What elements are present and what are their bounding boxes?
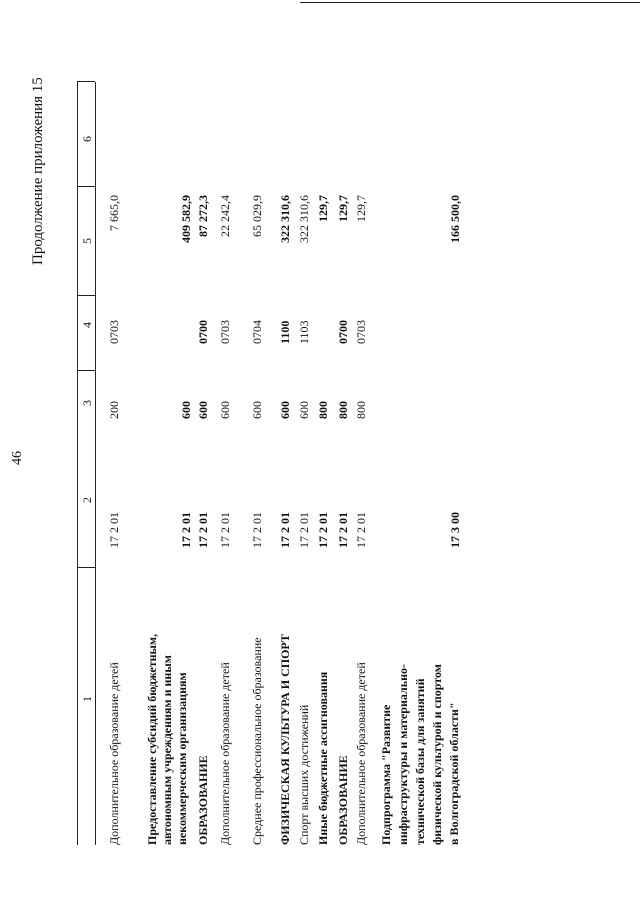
row-kvr: 800 bbox=[336, 401, 350, 419]
row-amount: 129,7 bbox=[336, 195, 350, 222]
row-amount: 22 242,4 bbox=[218, 195, 232, 237]
row-kvr: 600 bbox=[250, 401, 264, 419]
col-divider-3 bbox=[77, 295, 95, 296]
header-col-4: 4 bbox=[80, 322, 94, 328]
header-col-3: 3 bbox=[80, 400, 94, 406]
page-number: 46 bbox=[10, 451, 25, 465]
col-divider-4 bbox=[77, 186, 95, 187]
row-kvr: 600 bbox=[179, 401, 193, 419]
row-section: 1100 bbox=[278, 320, 292, 344]
row-code: 17 2 01 bbox=[336, 512, 350, 548]
row-kvr: 600 bbox=[218, 401, 232, 419]
row-kvr: 200 bbox=[107, 401, 121, 419]
row-code: 17 2 01 bbox=[250, 512, 264, 548]
row-code: 17 2 01 bbox=[297, 512, 311, 548]
row-code: 17 2 01 bbox=[196, 512, 210, 548]
row-amount: 7 665,0 bbox=[107, 195, 121, 231]
row-name: ОБРАЗОВАНИЕ bbox=[336, 755, 350, 845]
row-name-multiline bbox=[378, 664, 463, 845]
row-kvr: 800 bbox=[316, 401, 330, 419]
row-name-line: технической базы для занятий bbox=[413, 678, 427, 845]
row-amount: 322 310,6 bbox=[278, 195, 292, 243]
row-section: 0700 bbox=[196, 320, 210, 344]
row-name-line: некоммерческим организациям bbox=[175, 672, 189, 845]
row-code: 17 2 01 bbox=[278, 512, 292, 548]
row-code: 17 2 01 bbox=[179, 512, 193, 548]
row-code: 17 2 01 bbox=[218, 512, 232, 548]
table-top-border bbox=[77, 82, 78, 845]
col-divider-2 bbox=[77, 370, 95, 371]
row-amount: 129,7 bbox=[354, 195, 368, 222]
row-name-line: инфраструктуры и материально- bbox=[396, 664, 410, 845]
row-name-multiline bbox=[145, 634, 190, 845]
row-section: 0703 bbox=[354, 320, 368, 344]
col-divider-5 bbox=[77, 81, 95, 82]
header-col-5: 5 bbox=[80, 238, 94, 244]
col-divider-1 bbox=[77, 567, 95, 568]
row-section: 0703 bbox=[107, 320, 121, 344]
row-name-line: автономным учреждениям и иным bbox=[160, 655, 174, 845]
row-code: 17 3 00 bbox=[448, 512, 462, 548]
row-code: 17 2 01 bbox=[354, 512, 368, 548]
header-col-2: 2 bbox=[80, 497, 94, 503]
appendix-note: Продолжение приложения 15 bbox=[30, 77, 46, 265]
row-section: 0704 bbox=[250, 320, 264, 344]
row-amount: 409 582,9 bbox=[179, 195, 193, 243]
row-amount: 322 310,6 bbox=[297, 195, 311, 243]
row-name-line: Подпрограмма "Развитие bbox=[379, 704, 393, 845]
row-amount: 87 272,3 bbox=[196, 195, 210, 237]
row-section: 1103 bbox=[297, 320, 311, 344]
row-name-line: Предоставление субсидий бюджетным, bbox=[145, 633, 159, 845]
row-kvr: 600 bbox=[297, 401, 311, 419]
row-code: 17 2 01 bbox=[107, 512, 121, 548]
header-col-1: 1 bbox=[80, 696, 94, 702]
row-name: Дополнительное образование детей bbox=[354, 662, 368, 845]
row-amount: 129,7 bbox=[316, 195, 330, 222]
header-col-6: 6 bbox=[80, 136, 94, 142]
row-amount: 166 500,0 bbox=[448, 195, 462, 243]
row-name: ОБРАЗОВАНИЕ bbox=[196, 755, 210, 845]
row-amount: 65 029,9 bbox=[250, 195, 264, 237]
row-kvr: 800 bbox=[354, 401, 368, 419]
row-name: Дополнительное образование детей bbox=[107, 662, 121, 845]
row-code: 17 2 01 bbox=[316, 512, 330, 548]
row-section: 0703 bbox=[218, 320, 232, 344]
row-name-line: в Волгоградской области" bbox=[447, 702, 461, 845]
row-name: Спорт высших достижений bbox=[297, 704, 311, 845]
row-section: 0700 bbox=[336, 320, 350, 344]
row-kvr: 600 bbox=[278, 401, 292, 419]
row-name: Иные бюджетные ассигнования bbox=[316, 671, 330, 845]
row-kvr: 600 bbox=[196, 401, 210, 419]
row-name: Дополнительное образование детей bbox=[218, 662, 232, 845]
row-name: Среднее профессиональное образование bbox=[250, 637, 264, 845]
row-name-line: физической культурой и спортом bbox=[430, 664, 444, 845]
table-header-bottom-border bbox=[95, 82, 96, 845]
row-name: ФИЗИЧЕСКАЯ КУЛЬТУРА И СПОРТ bbox=[278, 634, 292, 845]
